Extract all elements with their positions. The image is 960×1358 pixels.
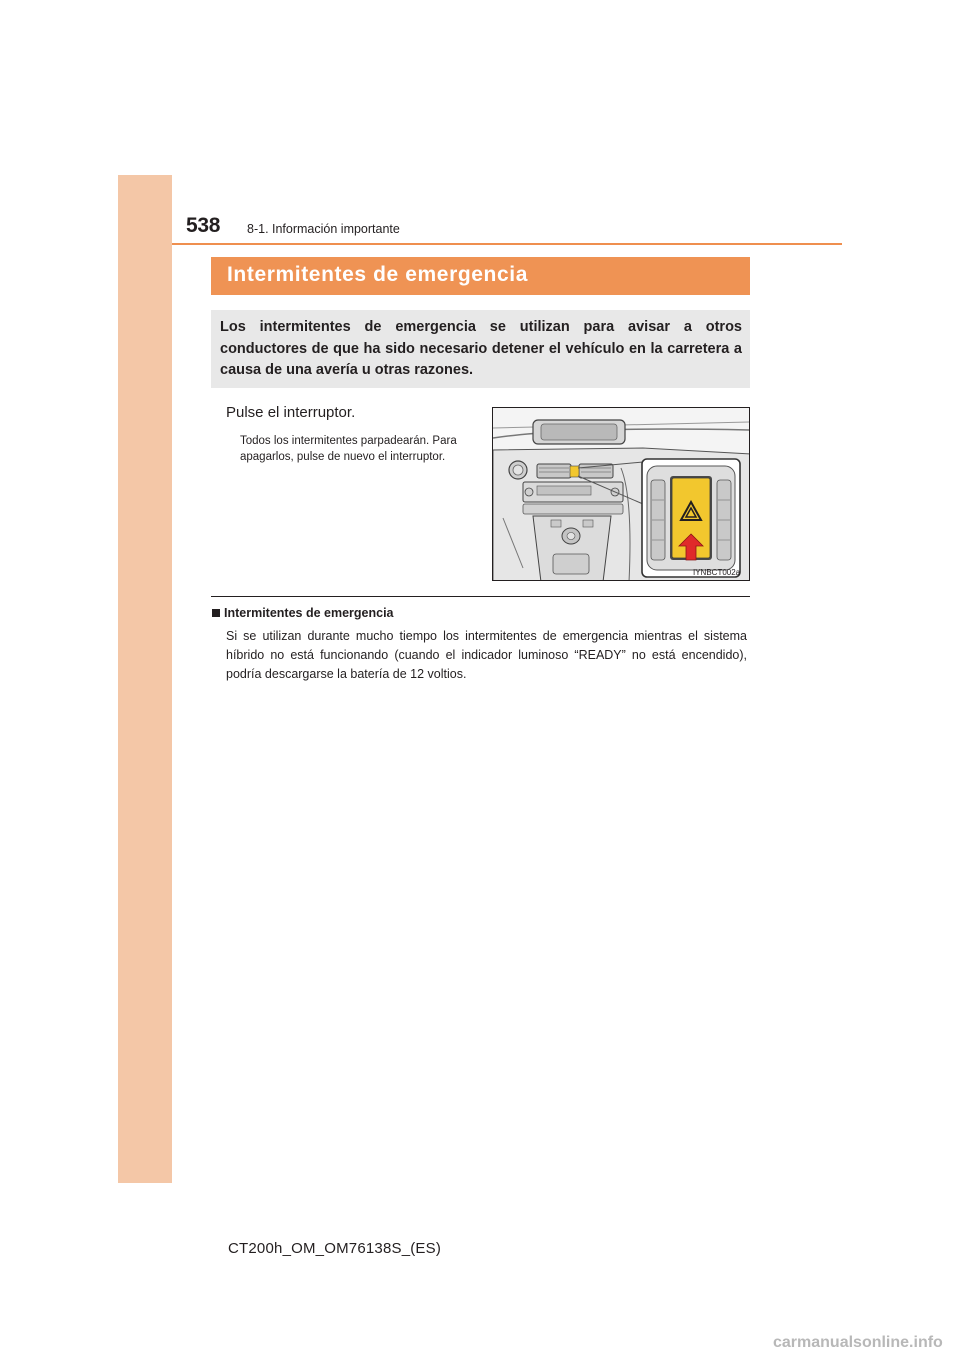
chapter-side-tab bbox=[118, 175, 172, 1183]
header-rule bbox=[172, 243, 842, 245]
watermark[interactable]: carmanualsonline.info bbox=[773, 1334, 943, 1351]
intro-box bbox=[211, 310, 750, 388]
note-heading bbox=[212, 606, 394, 620]
footer-doc-code: CT200h_OM_OM76138S_(ES) bbox=[228, 1240, 442, 1257]
section-label: 8-1. Información importante bbox=[247, 222, 400, 236]
section-banner bbox=[211, 257, 750, 295]
dashboard-drawing bbox=[493, 408, 750, 581]
dashboard-illustration bbox=[492, 407, 750, 581]
page-number: 538 bbox=[186, 214, 221, 237]
step-note: Todos los intermitentes parpadearán. Para apagarlos, pulse de nuevo el interruptor. bbox=[240, 435, 457, 463]
note-heading-text: Intermitentes de emergencia bbox=[224, 606, 394, 620]
square-bullet-icon bbox=[212, 609, 220, 617]
note-body: Si se utilizan durante mucho tiempo los intermitentes de emergencia mientras el sistema híbrido no está funcionando (cuando el indicador luminoso “READY” no está encendido), podría descargarse la batería de 12 voltios. bbox=[226, 629, 747, 681]
note-rule bbox=[211, 596, 750, 597]
step-instruction: Pulse el interruptor. bbox=[226, 404, 356, 421]
figure-code: IYNBCT002a bbox=[693, 568, 741, 577]
intro-text: Los intermitentes de emergencia se utilizan para avisar a otros conductores de que ha sido necesario detener el vehículo en la carretera a causa de una avería u otras razones. bbox=[220, 319, 742, 378]
section-title: Intermitentes de emergencia bbox=[227, 263, 528, 286]
hazard-triangle-icon bbox=[679, 500, 703, 522]
